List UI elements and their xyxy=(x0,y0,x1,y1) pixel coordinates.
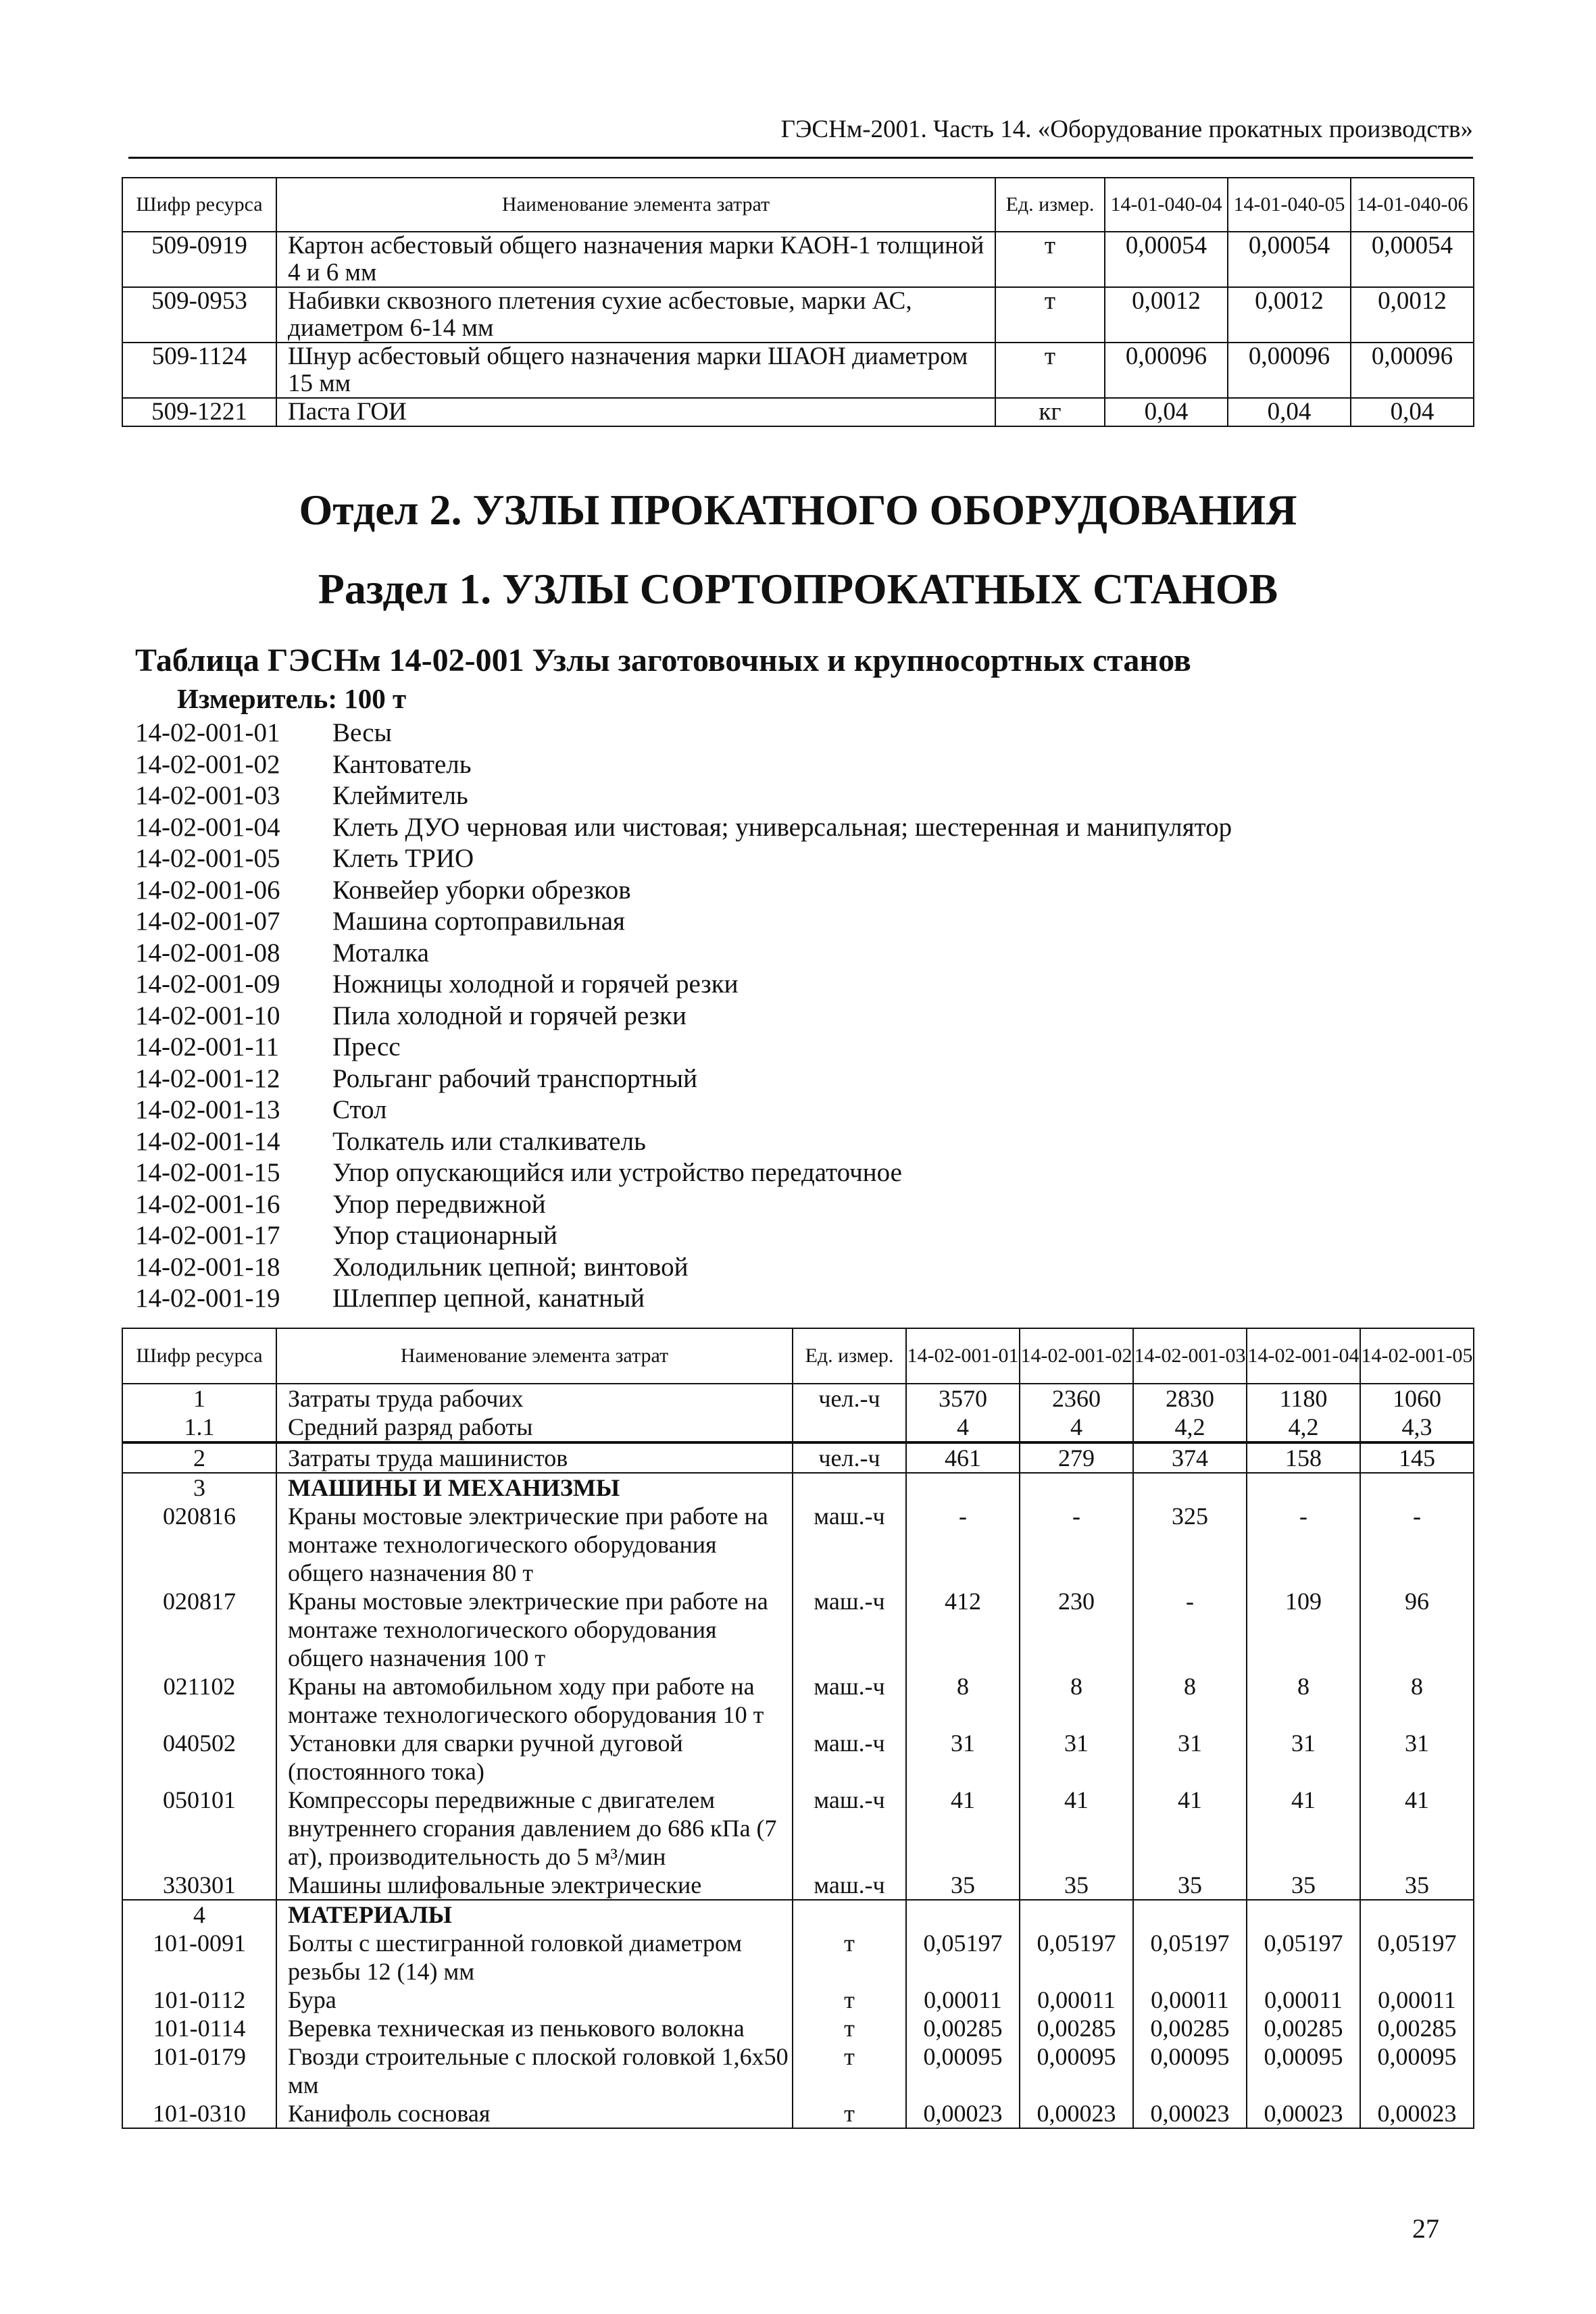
table-row xyxy=(122,1502,1474,1587)
resource-value xyxy=(1020,1900,1133,1929)
item-number: 14-02-001-13 xyxy=(135,1095,280,1124)
resource-name: Набивки сквозного плетения сухие асбестовые, марки АС, диаметром 6-14 мм xyxy=(276,287,995,343)
resource-value: - xyxy=(1020,1502,1133,1587)
header-name: Наименование элемента затрат xyxy=(276,178,995,232)
resource-code: 101-0310 xyxy=(122,2099,276,2128)
list-item xyxy=(135,1189,1232,1221)
resource-value: 3570 xyxy=(906,1384,1020,1413)
table-row xyxy=(122,1384,1474,1413)
resource-name: Картон асбестовый общего назначения марки КАОН-1 толщиной 4 и 6 мм xyxy=(276,232,995,287)
resource-unit: чел.-ч xyxy=(793,1384,906,1413)
resource-value: 35 xyxy=(1360,1871,1474,1900)
resource-name: Краны на автомобильном ходу при работе на монтаже технологического оборудования 10 т xyxy=(276,1672,793,1729)
resource-unit: т xyxy=(995,232,1105,287)
resource-value xyxy=(1020,1473,1133,1502)
resource-value xyxy=(906,1900,1020,1929)
resource-value: 0,05197 xyxy=(1247,1929,1360,1986)
table-row xyxy=(122,1473,1474,1502)
item-text: Моталка xyxy=(332,938,429,967)
resource-unit: маш.-ч xyxy=(793,1786,906,1871)
header-col: 14-02-001-04 xyxy=(1247,1328,1360,1384)
resource-value: 4 xyxy=(906,1413,1020,1442)
resource-name: МАШИНЫ И МЕХАНИЗМЫ xyxy=(276,1473,793,1502)
item-number: 14-02-001-16 xyxy=(135,1189,280,1219)
resource-value: 8 xyxy=(1133,1672,1247,1729)
item-text: Клеть ДУО черновая или чистовая; универсальная; шестеренная и манипулятор xyxy=(332,812,1232,842)
resource-code: 1.1 xyxy=(122,1413,276,1442)
resource-value: 0,05197 xyxy=(1020,1929,1133,1986)
resource-code: 4 xyxy=(122,1900,276,1929)
item-text: Клеть ТРИО xyxy=(332,844,474,873)
list-item xyxy=(135,906,1232,938)
resource-code: 509-1221 xyxy=(122,398,276,426)
resource-value: 35 xyxy=(1020,1871,1133,1900)
resource-value: 35 xyxy=(1247,1871,1360,1900)
header-name: Наименование элемента затрат xyxy=(276,1328,793,1384)
resource-name: Средний разряд работы xyxy=(276,1413,793,1442)
header-col: 14-01-040-04 xyxy=(1105,178,1228,232)
item-text: Весы xyxy=(332,718,392,747)
resource-value: 96 xyxy=(1360,1587,1474,1672)
table-group xyxy=(122,1900,1474,2128)
table-row xyxy=(122,398,1474,426)
resource-value: 0,00095 xyxy=(1247,2042,1360,2099)
resource-code: 040502 xyxy=(122,1729,276,1786)
resource-code: 1 xyxy=(122,1384,276,1413)
table-row xyxy=(122,1986,1474,2014)
item-text: Ножницы холодной и горячей резки xyxy=(332,970,739,999)
izmeritel: Измеритель: 100 т xyxy=(177,683,407,714)
resource-name: Установки для сварки ручной дуговой (постоянного тока) xyxy=(276,1729,793,1786)
table-header-row xyxy=(122,178,1474,232)
table-row xyxy=(122,232,1474,287)
resource-unit: т xyxy=(995,287,1105,343)
list-item xyxy=(135,1095,1232,1126)
resource-value: 41 xyxy=(1247,1786,1360,1871)
resource-name: Краны мостовые электрические при работе на монтаже технологического оборудования общего назначения 80 т xyxy=(276,1502,793,1587)
resource-value: 0,00011 xyxy=(1360,1986,1474,2014)
resource-value: 0,00095 xyxy=(1360,2042,1474,2099)
resource-value xyxy=(1133,1473,1247,1502)
resource-code: 509-0953 xyxy=(122,287,276,343)
table-header-row xyxy=(122,1328,1474,1384)
header-col: 14-02-001-01 xyxy=(906,1328,1020,1384)
resource-code: 509-0919 xyxy=(122,232,276,287)
item-text: Клеймитель xyxy=(332,781,468,810)
item-number: 14-02-001-04 xyxy=(135,812,280,842)
resource-value: 8 xyxy=(1247,1672,1360,1729)
resource-value: - xyxy=(1133,1587,1247,1672)
item-text: Упор стационарный xyxy=(332,1221,557,1250)
resource-unit: кг xyxy=(995,398,1105,426)
header-col: 14-02-001-05 xyxy=(1360,1328,1474,1384)
resource-value: 230 xyxy=(1020,1587,1133,1672)
resource-value: 2360 xyxy=(1020,1384,1133,1413)
resource-value: 2830 xyxy=(1133,1384,1247,1413)
resource-name: Затраты труда рабочих xyxy=(276,1384,793,1413)
resource-value: 0,00054 xyxy=(1105,232,1228,287)
resource-code: 020816 xyxy=(122,1502,276,1587)
item-number: 14-02-001-11 xyxy=(135,1032,280,1061)
list-item xyxy=(135,1001,1232,1032)
resource-name: Затраты труда машинистов xyxy=(276,1442,793,1473)
resource-name: Гвозди строительные с плоской головкой 1,6х50 мм xyxy=(276,2042,793,2099)
resource-code: 509-1124 xyxy=(122,343,276,398)
resource-unit: т xyxy=(793,2014,906,2042)
resource-value: 4,2 xyxy=(1247,1413,1360,1442)
resource-value: 0,00023 xyxy=(1020,2099,1133,2128)
resource-code: 101-0114 xyxy=(122,2014,276,2042)
resource-value: 109 xyxy=(1247,1587,1360,1672)
list-item xyxy=(135,969,1232,1001)
table-row xyxy=(122,343,1474,398)
table-row xyxy=(122,1900,1474,1929)
item-text: Упор передвижной xyxy=(332,1189,546,1219)
table-row xyxy=(122,2042,1474,2099)
resource-name: Веревка техническая из пенькового волокна xyxy=(276,2014,793,2042)
resource-value: - xyxy=(1247,1502,1360,1587)
resource-value: 0,00023 xyxy=(906,2099,1020,2128)
resource-value: 0,00095 xyxy=(1133,2042,1247,2099)
item-text: Конвейер уборки обрезков xyxy=(332,875,631,905)
list-item xyxy=(135,1252,1232,1284)
resource-value xyxy=(1133,1900,1247,1929)
resource-value: 41 xyxy=(906,1786,1020,1871)
resource-value: 35 xyxy=(1133,1871,1247,1900)
resource-code: 101-0112 xyxy=(122,1986,276,2014)
resource-code: 101-0091 xyxy=(122,1929,276,1986)
list-item xyxy=(135,749,1232,781)
list-item xyxy=(135,718,1232,749)
resource-value: 0,00285 xyxy=(1020,2014,1133,2042)
resource-name: МАТЕРИАЛЫ xyxy=(276,1900,793,1929)
table-row xyxy=(122,2099,1474,2128)
resource-name: Компрессоры передвижные с двигателем внутреннего сгорания давлением до 686 кПа (7 ат), производительность до 5 м³/мин xyxy=(276,1786,793,1871)
resource-name: Паста ГОИ xyxy=(276,398,995,426)
item-number: 14-02-001-05 xyxy=(135,844,280,873)
resource-value: - xyxy=(1360,1502,1474,1587)
resource-name: Машины шлифовальные электрические xyxy=(276,1871,793,1900)
resource-value: 0,00096 xyxy=(1105,343,1228,398)
resource-unit: маш.-ч xyxy=(793,1587,906,1672)
resource-value: 0,0012 xyxy=(1351,287,1474,343)
header-col: 14-02-001-02 xyxy=(1020,1328,1133,1384)
table-row xyxy=(122,1442,1474,1473)
item-text: Холодильник цепной; винтовой xyxy=(332,1252,689,1282)
resource-name: Шнур асбестовый общего назначения марки ШАОН диаметром 15 мм xyxy=(276,343,995,398)
resource-value: 0,00285 xyxy=(1360,2014,1474,2042)
resource-value: 1180 xyxy=(1247,1384,1360,1413)
resource-value: 374 xyxy=(1133,1442,1247,1473)
header-col: 14-01-040-06 xyxy=(1351,178,1474,232)
resource-value: 0,00023 xyxy=(1247,2099,1360,2128)
item-number: 14-02-001-19 xyxy=(135,1284,280,1313)
resource-unit: т xyxy=(793,1986,906,2014)
resource-value: 0,0012 xyxy=(1228,287,1351,343)
item-text: Пила холодной и горячей резки xyxy=(332,1001,687,1030)
resource-value: 0,00011 xyxy=(1247,1986,1360,2014)
table-group xyxy=(122,1442,1474,1473)
resource-value: 0,00054 xyxy=(1351,232,1474,287)
resource-value: 0,04 xyxy=(1105,398,1228,426)
resource-value: 0,00285 xyxy=(1133,2014,1247,2042)
resource-value: 145 xyxy=(1360,1442,1474,1473)
resource-value: 4,2 xyxy=(1133,1413,1247,1442)
resource-unit: т xyxy=(793,2042,906,2099)
resource-value: 0,05197 xyxy=(1133,1929,1247,1986)
resource-value: 412 xyxy=(906,1587,1020,1672)
resource-value xyxy=(1360,1473,1474,1502)
resource-value: 0,00011 xyxy=(1020,1986,1133,2014)
header-code: Шифр ресурса xyxy=(122,178,276,232)
table-group xyxy=(122,1384,1474,1442)
resource-value: 0,00095 xyxy=(1020,2042,1133,2099)
resource-value: 0,0012 xyxy=(1105,287,1228,343)
resource-value: 0,00023 xyxy=(1133,2099,1247,2128)
list-item xyxy=(135,1126,1232,1158)
table-row xyxy=(122,1786,1474,1871)
list-item xyxy=(135,812,1232,844)
table-title: Таблица ГЭСНм 14-02-001 Узлы заготовочных и крупносортных станов xyxy=(135,643,1191,678)
resource-value: 8 xyxy=(906,1672,1020,1729)
norm-items-list xyxy=(135,718,1232,1315)
resource-value: 0,00023 xyxy=(1360,2099,1474,2128)
resource-value xyxy=(906,1473,1020,1502)
resource-value: 0,00285 xyxy=(906,2014,1020,2042)
resource-value: 1060 xyxy=(1360,1384,1474,1413)
table-row xyxy=(122,1587,1474,1672)
resource-name: Канифоль сосновая xyxy=(276,2099,793,2128)
resource-unit xyxy=(793,1473,906,1502)
resource-code: 050101 xyxy=(122,1786,276,1871)
item-text: Машина сортоправильная xyxy=(332,907,625,936)
norms-table xyxy=(122,1328,1474,2129)
header-unit: Ед. измер. xyxy=(995,178,1105,232)
resource-value: 0,04 xyxy=(1351,398,1474,426)
item-number: 14-02-001-07 xyxy=(135,907,280,936)
resource-value: 0,05197 xyxy=(1360,1929,1474,1986)
resource-value: 461 xyxy=(906,1442,1020,1473)
list-item xyxy=(135,1032,1232,1063)
item-text: Толкатель или сталкиватель xyxy=(332,1126,646,1156)
header-rule xyxy=(128,157,1473,159)
table-row xyxy=(122,287,1474,343)
item-number: 14-02-001-12 xyxy=(135,1063,280,1093)
resource-value xyxy=(1360,1900,1474,1929)
resource-unit xyxy=(793,1413,906,1442)
resource-value: 41 xyxy=(1360,1786,1474,1871)
resource-value: 158 xyxy=(1247,1442,1360,1473)
resource-name: Бура xyxy=(276,1986,793,2014)
resource-unit: маш.-ч xyxy=(793,1871,906,1900)
list-item xyxy=(135,1063,1232,1095)
resource-value: 8 xyxy=(1360,1672,1474,1729)
resource-value: 31 xyxy=(1360,1729,1474,1786)
list-item xyxy=(135,938,1232,970)
table-row xyxy=(122,2014,1474,2042)
resource-value: 0,00011 xyxy=(906,1986,1020,2014)
resource-value: 31 xyxy=(1020,1729,1133,1786)
table-row xyxy=(122,1672,1474,1729)
resource-code: 330301 xyxy=(122,1871,276,1900)
resource-code: 2 xyxy=(122,1442,276,1473)
resource-value: 0,00054 xyxy=(1228,232,1351,287)
table-row xyxy=(122,1413,1474,1442)
resource-unit: маш.-ч xyxy=(793,1672,906,1729)
resource-value: 35 xyxy=(906,1871,1020,1900)
resource-value: 4 xyxy=(1020,1413,1133,1442)
table-row xyxy=(122,1729,1474,1786)
resource-name: Краны мостовые электрические при работе на монтаже технологического оборудования общего назначения 100 т xyxy=(276,1587,793,1672)
header-col: 14-01-040-05 xyxy=(1228,178,1351,232)
table-row xyxy=(122,1871,1474,1900)
resource-value: 8 xyxy=(1020,1672,1133,1729)
resource-unit: маш.-ч xyxy=(793,1729,906,1786)
item-text: Упор опускающийся или устройство передаточное xyxy=(332,1158,902,1187)
resource-value: 279 xyxy=(1020,1442,1133,1473)
item-text: Рольганг рабочий транспортный xyxy=(332,1063,697,1093)
item-number: 14-02-001-15 xyxy=(135,1158,280,1187)
resource-value: 0,00096 xyxy=(1228,343,1351,398)
resource-unit: т xyxy=(995,343,1105,398)
razdel-title: Раздел 1. УЗЛЫ СОРТОПРОКАТНЫХ СТАНОВ xyxy=(318,565,1278,613)
resource-code: 020817 xyxy=(122,1587,276,1672)
resource-value xyxy=(1247,1900,1360,1929)
item-text: Пресс xyxy=(332,1032,401,1061)
table-row xyxy=(122,1929,1474,1986)
resource-code: 3 xyxy=(122,1473,276,1502)
resource-code: 101-0179 xyxy=(122,2042,276,2099)
resource-value xyxy=(1247,1473,1360,1502)
list-item xyxy=(135,875,1232,907)
resources-table-continued xyxy=(122,177,1474,427)
item-number: 14-02-001-02 xyxy=(135,749,280,779)
resource-unit: т xyxy=(793,1929,906,1986)
resource-value: 4,3 xyxy=(1360,1413,1474,1442)
resource-value: 41 xyxy=(1020,1786,1133,1871)
resource-value: 31 xyxy=(906,1729,1020,1786)
resource-code: 021102 xyxy=(122,1672,276,1729)
item-number: 14-02-001-17 xyxy=(135,1221,280,1250)
resource-unit xyxy=(793,1900,906,1929)
resource-value: 0,00011 xyxy=(1133,1986,1247,2014)
header-col: 14-02-001-03 xyxy=(1133,1328,1247,1384)
item-number: 14-02-001-14 xyxy=(135,1126,280,1156)
item-number: 14-02-001-09 xyxy=(135,970,280,999)
list-item xyxy=(135,1220,1232,1252)
resource-value: 325 xyxy=(1133,1502,1247,1587)
item-number: 14-02-001-06 xyxy=(135,875,280,905)
resource-name: Болты с шестигранной головкой диаметром резьбы 12 (14) мм xyxy=(276,1929,793,1986)
resource-value: - xyxy=(906,1502,1020,1587)
list-item xyxy=(135,780,1232,812)
list-item xyxy=(135,843,1232,875)
running-header: ГЭСНм-2001. Часть 14. «Оборудование прокатных производств» xyxy=(780,116,1473,143)
resource-value: 31 xyxy=(1247,1729,1360,1786)
item-text: Стол xyxy=(332,1095,387,1124)
resource-value: 0,04 xyxy=(1228,398,1351,426)
header-code: Шифр ресурса xyxy=(122,1328,276,1384)
resource-value: 0,00096 xyxy=(1351,343,1474,398)
resource-value: 0,00095 xyxy=(906,2042,1020,2099)
item-number: 14-02-001-01 xyxy=(135,718,280,747)
resource-value: 41 xyxy=(1133,1786,1247,1871)
item-number: 14-02-001-18 xyxy=(135,1252,280,1282)
item-number: 14-02-001-10 xyxy=(135,1001,280,1030)
table-group xyxy=(122,1473,1474,1900)
item-number: 14-02-001-08 xyxy=(135,938,280,967)
list-item xyxy=(135,1283,1232,1315)
otdel-title: Отдел 2. УЗЛЫ ПРОКАТНОГО ОБОРУДОВАНИЯ xyxy=(299,486,1297,534)
item-text: Кантователь xyxy=(332,749,472,779)
item-text: Шлеппер цепной, канатный xyxy=(332,1284,645,1313)
resource-value: 0,00285 xyxy=(1247,2014,1360,2042)
resource-value: 31 xyxy=(1133,1729,1247,1786)
page-number: 27 xyxy=(1412,2213,1439,2244)
resource-unit: чел.-ч xyxy=(793,1442,906,1473)
item-number: 14-02-001-03 xyxy=(135,781,280,810)
list-item xyxy=(135,1157,1232,1189)
header-unit: Ед. измер. xyxy=(793,1328,906,1384)
resource-unit: маш.-ч xyxy=(793,1502,906,1587)
resource-value: 0,05197 xyxy=(906,1929,1020,1986)
resource-unit: т xyxy=(793,2099,906,2128)
